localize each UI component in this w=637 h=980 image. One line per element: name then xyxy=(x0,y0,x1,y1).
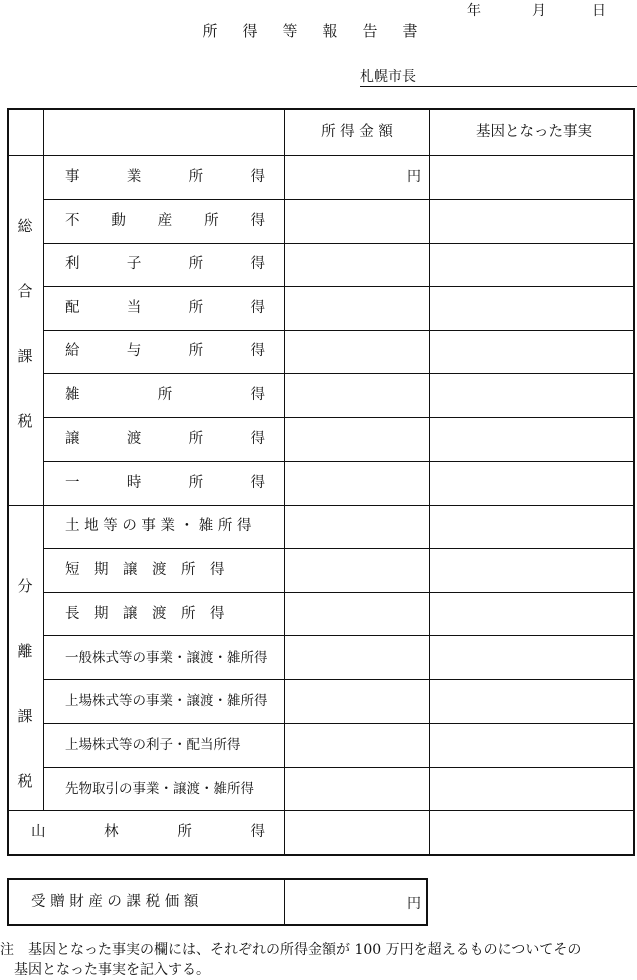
row-divider xyxy=(43,243,633,244)
amount-column-left-divider xyxy=(284,110,285,854)
footnote xyxy=(0,940,637,980)
row-divider xyxy=(43,199,633,200)
row-divider xyxy=(43,679,633,680)
row-label-real-estate-income xyxy=(65,211,265,231)
char: 当 xyxy=(126,300,142,316)
title-char: 所 xyxy=(202,22,218,40)
row-divider xyxy=(43,592,633,593)
title-char: 告 xyxy=(362,22,378,40)
char: 譲 xyxy=(65,431,80,447)
gift-property-box xyxy=(7,878,428,926)
row-label-long-term-transfer: 長 期 譲 渡 所 得 xyxy=(65,606,225,622)
char: 得 xyxy=(250,387,265,403)
group-char: 総 xyxy=(17,217,33,235)
row-divider xyxy=(43,635,633,636)
group-label-separate xyxy=(15,575,35,835)
char: 事 xyxy=(65,169,80,185)
char: 得 xyxy=(250,824,265,840)
group-char: 離 xyxy=(17,642,33,660)
row-label-misc-income xyxy=(65,385,265,405)
group-char: 税 xyxy=(17,412,33,430)
document-title xyxy=(190,20,430,41)
date-day: 日 xyxy=(592,3,606,19)
recipient-line[interactable] xyxy=(360,68,637,87)
char: 不 xyxy=(65,213,80,229)
char: 子 xyxy=(126,256,142,272)
row-label-business-income xyxy=(65,167,265,187)
row-divider xyxy=(43,330,633,331)
char: 給 xyxy=(65,343,80,359)
date-month: 月 xyxy=(532,3,546,19)
char: 得 xyxy=(250,475,265,491)
char: 産 xyxy=(157,213,173,229)
row-divider xyxy=(43,767,633,768)
row-label-land-business-misc: 土 地 等 の 事 業 ・ 雑 所 得 xyxy=(65,518,252,534)
char: 林 xyxy=(104,824,119,840)
gift-divider xyxy=(284,880,285,924)
column-header-basis: 基因となった事実 xyxy=(476,124,592,140)
char: 一 xyxy=(65,475,80,491)
group-char: 合 xyxy=(17,282,33,300)
row-divider xyxy=(43,723,633,724)
group-column-divider xyxy=(43,110,44,810)
forest-divider xyxy=(9,810,633,811)
header-divider xyxy=(9,155,633,156)
char: 得 xyxy=(250,256,265,272)
row-divider xyxy=(43,461,633,462)
title-char: 報 xyxy=(322,22,338,40)
footnote-line-1: 注 基因となった事実の欄には、それぞれの所得金額が 100 万円を超えるものについてその xyxy=(0,942,582,958)
basis-column-left-divider xyxy=(429,110,430,854)
row-label-listed-stocks-interest: 上場株式等の利子・配当所得 xyxy=(65,737,241,753)
income-table xyxy=(7,108,635,856)
char: 渡 xyxy=(126,431,142,447)
yen-unit-label: 円 xyxy=(407,169,421,185)
group-divider xyxy=(9,505,633,506)
char: 時 xyxy=(126,475,142,491)
row-label-interest-income xyxy=(65,254,265,274)
char: 所 xyxy=(204,213,219,229)
char: 所 xyxy=(188,431,204,447)
row-label-general-stocks: 一般株式等の事業・譲渡・雑所得 xyxy=(65,650,268,666)
row-divider xyxy=(43,373,633,374)
row-divider xyxy=(43,417,633,418)
title-char: 書 xyxy=(402,22,418,40)
char: 得 xyxy=(250,169,265,185)
row-label-salary-income xyxy=(65,341,265,361)
title-char: 等 xyxy=(282,22,298,40)
char: 得 xyxy=(250,431,265,447)
char: 所 xyxy=(188,300,204,316)
row-label-transfer-income xyxy=(65,429,265,449)
row-label-dividend-income xyxy=(65,298,265,318)
date-line xyxy=(467,0,637,19)
group-char: 課 xyxy=(17,707,33,725)
date-year: 年 xyxy=(467,3,481,19)
column-header-amount: 所 得 金 額 xyxy=(321,124,393,140)
row-label-listed-stocks-business: 上場株式等の事業・譲渡・雑所得 xyxy=(65,693,268,709)
footnote-line-2: 基因となった事実を記入する。 xyxy=(0,962,210,978)
row-label-short-term-transfer: 短 期 譲 渡 所 得 xyxy=(65,562,225,578)
char: 得 xyxy=(250,343,265,359)
char: 所 xyxy=(188,475,204,491)
char: 利 xyxy=(65,256,80,272)
row-label-forest-income xyxy=(31,822,265,842)
char: 所 xyxy=(188,343,204,359)
row-label-futures: 先物取引の事業・譲渡・雑所得 xyxy=(65,781,254,797)
char: 業 xyxy=(126,169,142,185)
char: 配 xyxy=(65,300,80,316)
char: 与 xyxy=(126,343,142,359)
title-char: 得 xyxy=(242,22,258,40)
group-char: 課 xyxy=(17,347,33,365)
row-label-temporary-income xyxy=(65,473,265,493)
char: 所 xyxy=(157,387,173,403)
char: 得 xyxy=(250,300,265,316)
char: 雑 xyxy=(65,387,80,403)
char: 所 xyxy=(188,256,204,272)
row-divider xyxy=(43,286,633,287)
recipient-name: 札幌市長 xyxy=(360,69,416,85)
char: 所 xyxy=(177,824,192,840)
row-divider xyxy=(43,548,633,549)
char: 得 xyxy=(250,213,265,229)
gift-yen-unit: 円 xyxy=(407,896,421,912)
group-label-general xyxy=(15,215,35,475)
char: 山 xyxy=(31,824,46,840)
group-char: 税 xyxy=(17,772,33,790)
group-char: 分 xyxy=(17,577,33,595)
gift-property-label: 受 贈 財 産 の 課 税 価 額 xyxy=(31,894,199,910)
char: 動 xyxy=(111,213,126,229)
char: 所 xyxy=(188,169,204,185)
